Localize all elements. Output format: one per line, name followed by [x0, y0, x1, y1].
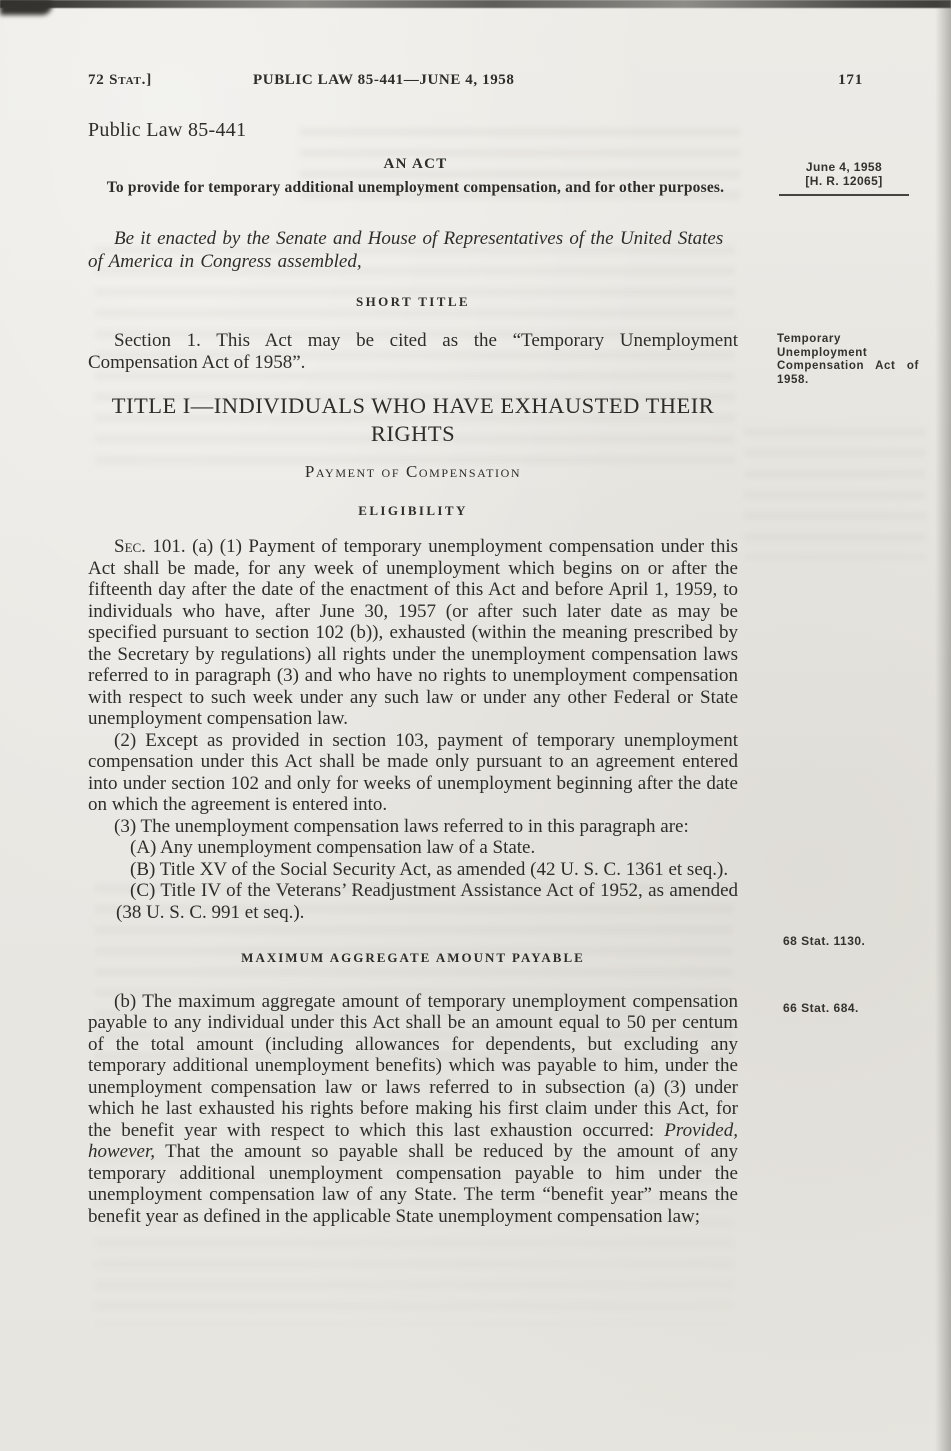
provided-however-italic: Provided, however, — [88, 1119, 738, 1162]
subsection-b-pre: (b) The maximum aggregate amount of temporary unemployment compensation payable to any individual under this Act shall be an amount equal to 50 per centum of the total amount (including allowances for dependents, but excluding any temporary additional unemployment benefits) which was payable to him, under the unemployment compensation law or laws referred to in subsection (a) (3) under which he last exhausted his rights before making his first claim under this Act, for the benefit year with respect to which this last exhaustion occurred: — [88, 990, 738, 1141]
public-law-heading: Public Law 85-441 — [88, 119, 247, 141]
sec-101-paragraph-2: (2) Except as provided in section 103, payment of temporary unemployment compensation under this Act shall be made only pursuant to an agreement entered into under section 102 and only for weeks of unemployment beginning after the date on which the agreement is entered into. — [88, 729, 738, 815]
sec-101-paragraph-3-intro: (3) The unemployment compensation laws referred to in this paragraph are: — [114, 815, 689, 837]
sec-label: Sec. — [114, 536, 146, 557]
page-number: 171 — [838, 72, 863, 88]
subsection-b-post: That the amount so payable shall be reduced by the amount of any temporary additional unemployment compensation payable to him under the unemployment compensation law of any State. The term “benefit year” means the benefit year as defined in the applicable State unemployment compensation law; — [88, 1141, 738, 1227]
law-header-title: PUBLIC LAW 85-441—JUNE 4, 1958 — [253, 72, 515, 88]
sec-101-paragraph-1 — [88, 536, 738, 730]
act-subject: To provide for temporary additional unemployment compensation, and for other purposes. — [106, 179, 725, 196]
act-heading-block — [88, 156, 743, 197]
margin-note-date: June 4, 1958 — [805, 160, 883, 174]
bleed-through-smudge — [744, 428, 926, 560]
clause-b: (B) Title XV of the Social Security Act, as amended (42 U. S. C. 1361 et seq.). — [130, 858, 729, 880]
maximum-aggregate-heading: MAXIMUM AGGREGATE AMOUNT PAYABLE — [241, 950, 585, 965]
sec-101-paragraph-1-text: 101. (a) (1) Payment of temporary unemployment compensation under this Act shall be made, for any week of unemployment which begins on or after the fifteenth day after the date of the enactment of this Act and before April 1, 1959, to individuals who have, after June 30, 1957 (or after such later date as may be specified pursuant to section 102 (b)), exhausted (within the meaning prescribed by the Secretary by regulations) all rights under the unemployment compensation laws referred to in paragraph (3) and who have no rights to unemployment compensation with respect to such week under any such law or under any other Federal or State unemployment compensation law. — [88, 536, 738, 729]
eligibility-heading: ELIGIBILITY — [358, 503, 468, 518]
section-1-paragraph: Section 1. This Act may be cited as the “Temporary Unemployment Compensation Act of 1958”. — [88, 330, 738, 373]
title-i-heading: TITLE I—INDIVIDUALS WHO HAVE EXHAUSTED THEIR RIGHTS — [111, 393, 715, 446]
stat-volume-label: 72 Stat.] — [88, 72, 153, 88]
clause-c: (C) Title IV of the Veterans’ Readjustment Assistance Act of 1952, as amended (38 U. S. C. 991 et seq.). — [116, 880, 738, 923]
margin-note-66-stat: 66 Stat. 684. — [783, 1001, 859, 1015]
scan-top-edge — [0, 0, 951, 8]
scan-right-edge — [935, 0, 951, 1451]
section-101-body — [88, 536, 738, 1227]
enacting-clause: Be it enacted by the Senate and House of Representatives of the United States of America in Congress assembled, — [88, 228, 724, 272]
clause-a: (A) Any unemployment compensation law of a State. — [130, 837, 536, 858]
an-act-heading: AN ACT — [383, 156, 448, 172]
payment-of-compensation-heading: Payment of Compensation — [304, 462, 522, 481]
scan-corner-blob — [0, 0, 52, 15]
margin-note-date-bill — [779, 160, 909, 196]
short-title-heading: SHORT TITLE — [356, 294, 470, 309]
margin-note-bill-number: [H. R. 12065] — [805, 174, 883, 188]
margin-note-68-stat: 68 Stat. 1130. — [783, 934, 866, 948]
running-header — [88, 72, 863, 94]
subsection-b-paragraph — [88, 991, 738, 1228]
margin-note-short-title: Temporary Unemployment Compensation Act of 1958. — [777, 333, 919, 386]
